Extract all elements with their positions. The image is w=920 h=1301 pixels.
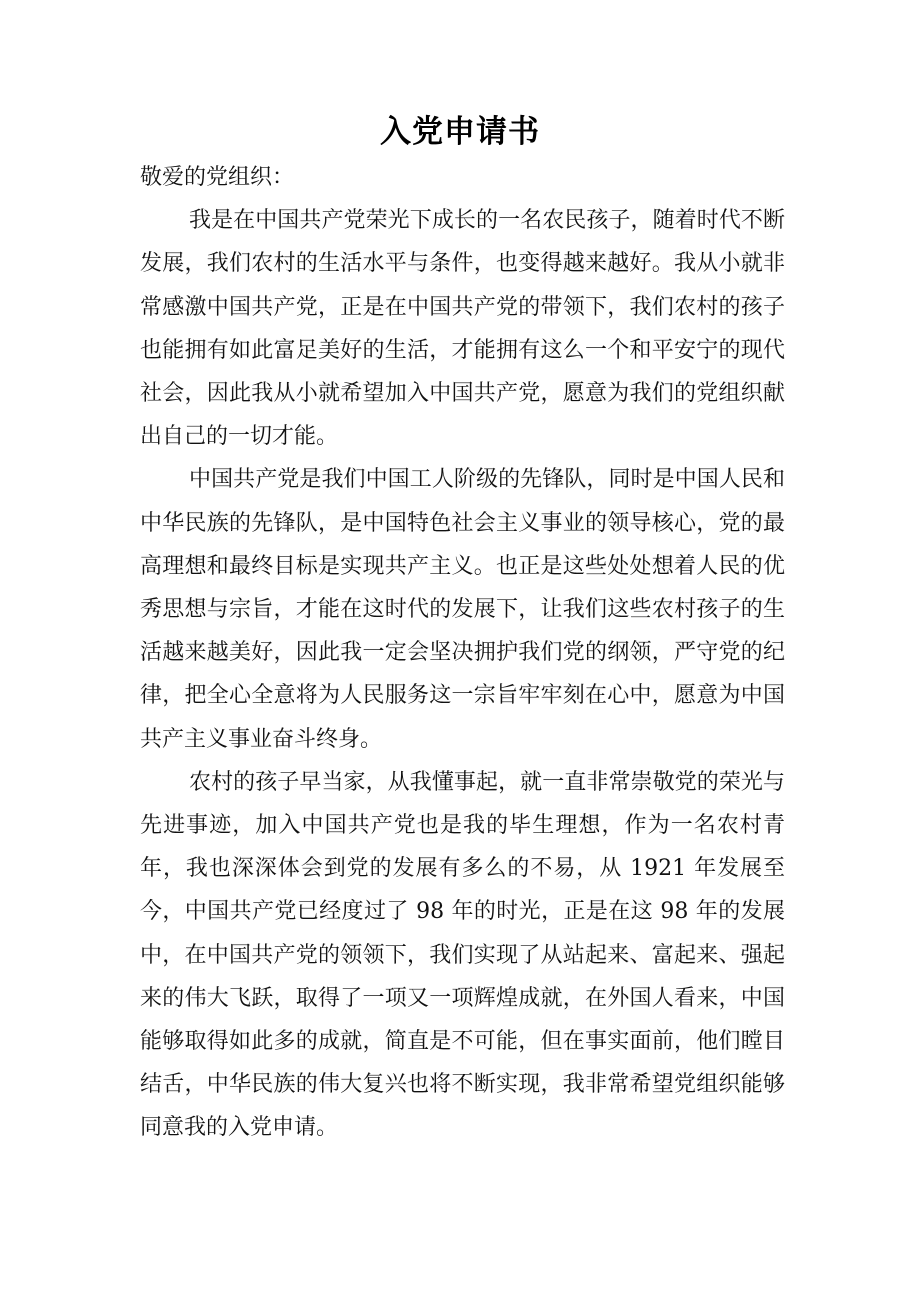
document-title: 入党申请书 — [380, 114, 540, 150]
document-body — [140, 156, 785, 1150]
paragraph-2: 中国共产党是我们中国工人阶级的先锋队，同时是中国人民和中华民族的先锋队，是中国特色社会主义事业的领导核心，党的最高理想和最终目标是实现共产主义。也正是这些处处想着人民的优秀思想与宗旨，才能在这时代的发展下，让我们这些农村孩子的生活越来越美好，因此我一定会坚决拥护我们党的纲领，严守党的纪律，把全心全意将为人民服务这一宗旨牢牢刻在心中，愿意为中国共产主义事业奋斗终身。 — [140, 467, 785, 752]
paragraph-1: 我是在中国共产党荣光下成长的一名农民孩子，随着时代不断发展，我们农村的生活水平与条件，也变得越来越好。我从小就非常感激中国共产党，正是在中国共产党的带领下，我们农村的孩子也能拥有如此富足美好的生活，才能拥有这么一个和平安宁的现代社会，因此我从小就希望加入中国共产党，愿意为我们的党组织献出自己的一切才能。 — [140, 208, 785, 450]
salutation: 敬爱的党组织： — [140, 165, 295, 190]
paragraph-3: 农村的孩子早当家，从我懂事起，就一直非常崇敬党的荣光与先进事迹，加入中国共产党也是我的毕生理想，作为一名农村青年，我也深深体会到党的发展有多么的不易，从 1921 年发展至今，中国共产党已经度过了 98 年的时光，正是在这 98 年的发展中，在中国共产党的领领下，我们实现了从站起来、富起来、强起来的伟大飞跃，取得了一项又一项辉煌成就，在外国人看来，中国能够取得如此多的成就，简直是不可能，但在事实面前，他们瞠目结舌，中华民族的伟大复兴也将不断实现，我非常希望党组织能够同意我的入党申请。 — [140, 769, 785, 1141]
